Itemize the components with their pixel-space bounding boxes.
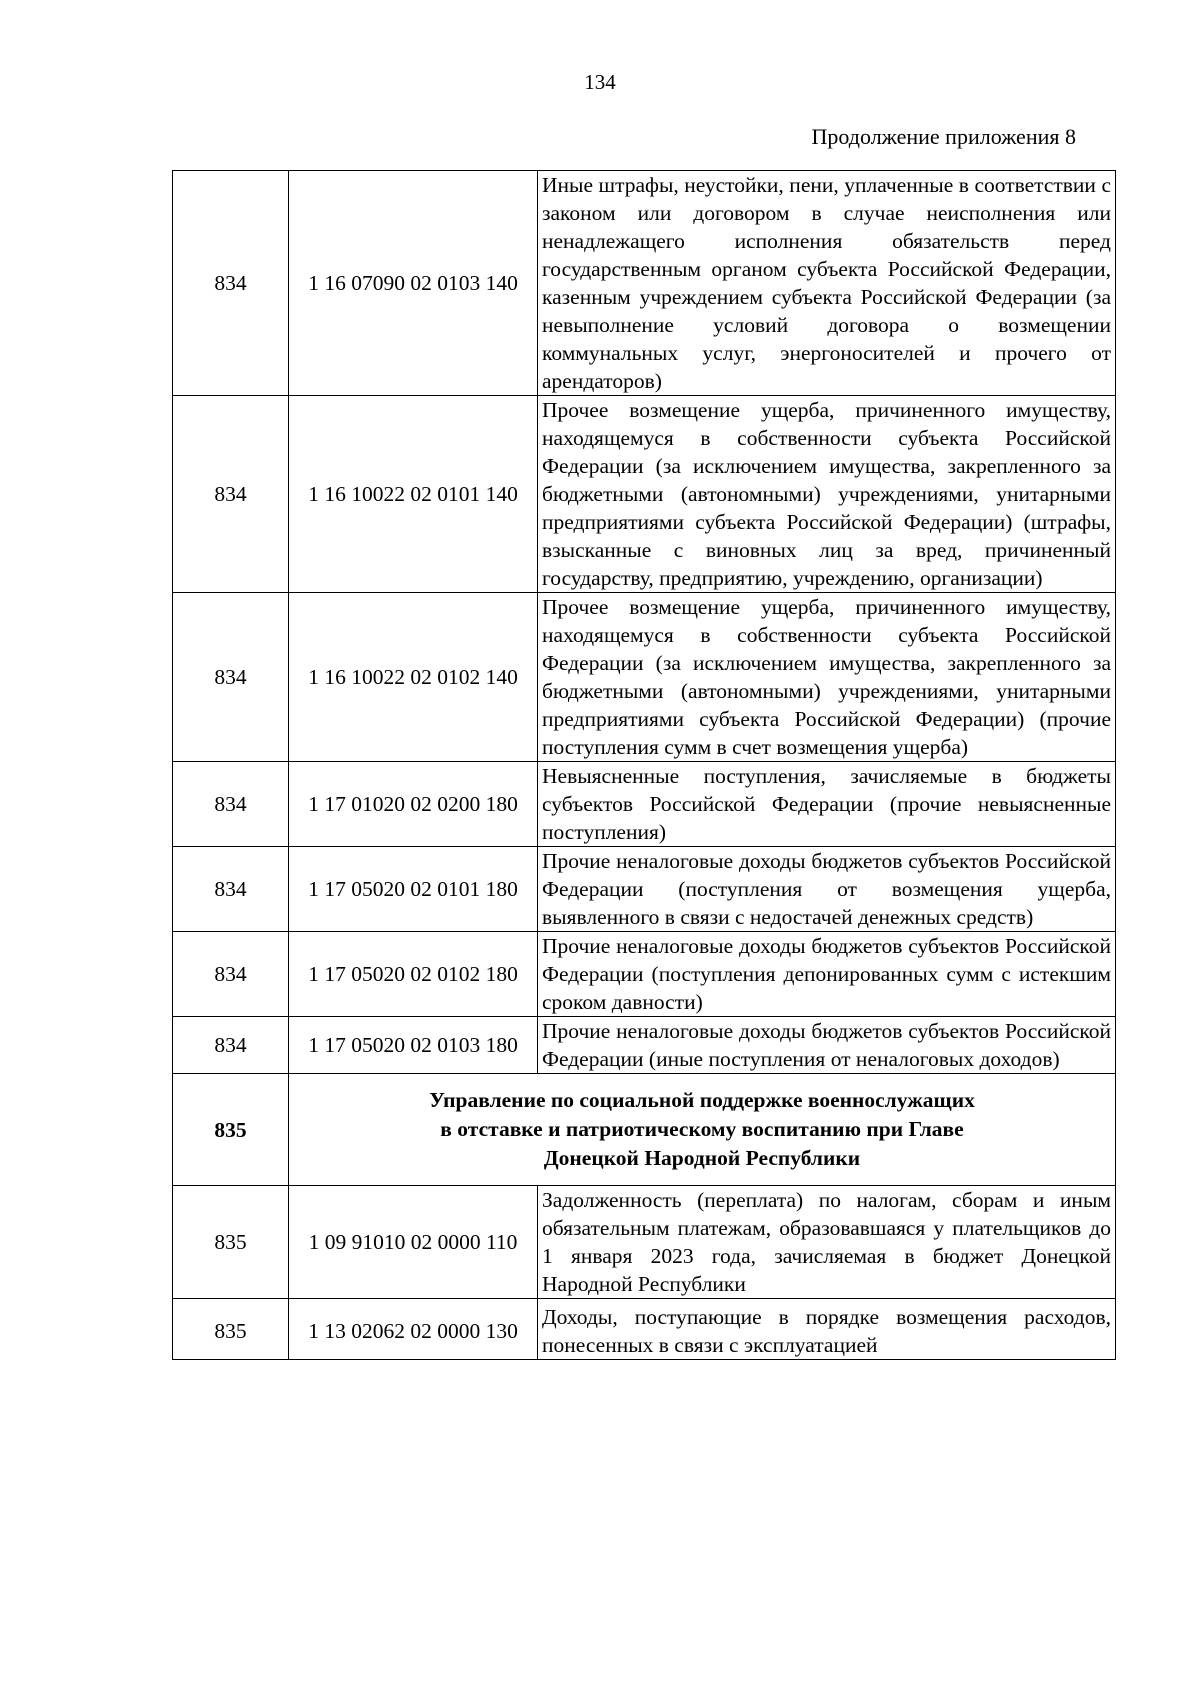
description-cell [538,1299,1116,1360]
admin-code-cell: 834 [173,593,289,762]
revenue-code-cell: 1 09 91010 02 0000 110 [289,1186,538,1299]
table-row [173,932,1116,1017]
description-cell: Невыясненные поступления, зачисляемые в бюджеты субъектов Российской Федерации (прочие невыясненные поступления) [538,762,1116,847]
admin-code-cell: 835 [173,1299,289,1360]
description-cell: Прочее возмещение ущерба, причиненного имуществу, находящемуся в собственности субъекта Российской Федерации (за исключением имущества, закрепленного за бюджетными (автономными) учреждениями, унитарными предприятиями субъекта Российской Федерации) (прочие поступления сумм в счет возмещения ущерба) [538,593,1116,762]
admin-code-cell: 834 [173,1017,289,1074]
revenue-code-cell: 1 17 05020 02 0102 180 [289,932,538,1017]
page-number: 134 [584,70,616,94]
revenue-code-cell: 1 16 10022 02 0101 140 [289,396,538,593]
revenue-code-cell: 1 17 05020 02 0103 180 [289,1017,538,1074]
table-row [173,1186,1116,1299]
revenue-code-cell: 1 17 01020 02 0200 180 [289,762,538,847]
admin-code-cell: 834 [173,396,289,593]
revenue-code-cell: 1 16 10022 02 0102 140 [289,593,538,762]
description-cell: Прочее возмещение ущерба, причиненного имуществу, находящемуся в собственности субъекта Российской Федерации (за исключением имущества, закрепленного за бюджетными (автономными) учреждениями, унитарными предприятиями субъекта Российской Федерации) (штрафы, взысканные с виновных лиц за вред, причиненный государству, предприятию, учреждению, организации) [538,396,1116,593]
description-cell: Прочие неналоговые доходы бюджетов субъектов Российской Федерации (поступления от возмещения ущерба, выявленного в связи с недостачей денежных средств) [538,847,1116,932]
section-title-line: в отставке и патриотическому воспитанию при Главе [440,1117,964,1141]
table-row [173,762,1116,847]
table-row [173,847,1116,932]
admin-code-cell: 834 [173,171,289,396]
description-cell: Иные штрафы, неустойки, пени, уплаченные в соответствии с законом или договором в случае неисполнения или ненадлежащего исполнения обязательств перед государственным органом субъекта Российской Федерации, казенным учреждением субъекта Российской Федерации (за невыполнение условий договора о возмещении коммунальных услуг, энергоносителей и прочего от арендаторов) [538,171,1116,396]
table-row [173,1299,1116,1360]
description-text: Доходы, поступающие в порядке возмещения расходов, понесенных в связи с эксплуатацией [542,1305,1111,1357]
revenue-code-cell: 1 16 07090 02 0103 140 [289,171,538,396]
admin-code-cell: 834 [173,762,289,847]
revenue-code-cell: 1 17 05020 02 0101 180 [289,847,538,932]
section-title-line: Донецкой Народной Республики [543,1146,861,1170]
table-row [173,396,1116,593]
admin-code-cell: 835 [173,1186,289,1299]
appendix-continuation-label: Продолжение приложения 8 [811,124,1076,149]
admin-code-cell: 834 [173,932,289,1017]
revenue-code-cell: 1 13 02062 02 0000 130 [289,1299,538,1360]
description-cell: Прочие неналоговые доходы бюджетов субъектов Российской Федерации (поступления депонированных сумм с истекшим сроком давности) [538,932,1116,1017]
description-cell: Прочие неналоговые доходы бюджетов субъектов Российской Федерации (иные поступления от неналоговых доходов) [538,1017,1116,1074]
description-cell: Задолженность (переплата) по налогам, сборам и иным обязательным платежам, образовавшаяся у плательщиков до 1 января 2023 года, зачисляемая в бюджет Донецкой Народной Республики [538,1186,1116,1299]
section-title-line: Управление по социальной поддержке военнослужащих [429,1088,975,1112]
table-row [173,593,1116,762]
section-title [289,1074,1116,1186]
section-header-row [173,1074,1116,1186]
admin-code-cell: 834 [173,847,289,932]
revenue-codes-table [172,170,1116,1360]
section-admin-code: 835 [173,1074,289,1186]
table-row [173,171,1116,396]
table-row [173,1017,1116,1074]
